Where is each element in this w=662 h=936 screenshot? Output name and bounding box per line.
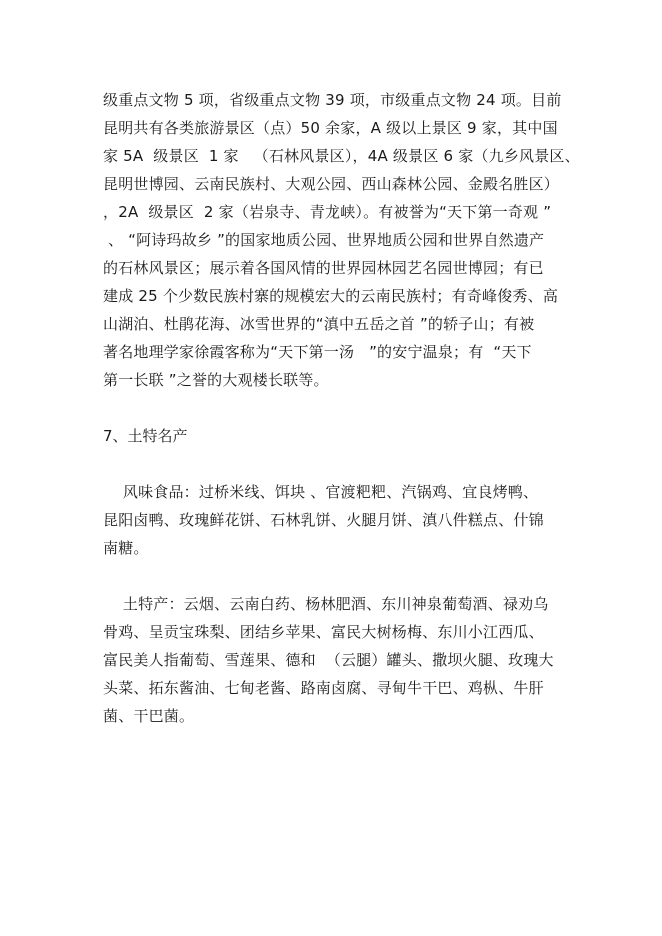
paragraph-line: 骨鸡、呈贡宝珠梨、团结乡苹果、富民大树杨梅、东川小江西瓜、 [103,623,544,641]
section-heading: 7、土特名产 [103,427,188,445]
paragraph-local-specialties [103,590,573,730]
paragraph-line: 头菜、拓东酱油、七甸老酱、路南卤腐、寻甸牛干巴、鸡枞、牛肝 [103,679,544,697]
paragraph-line: 昆明世博园、云南民族村、大观公园、西山森林公园、金殿名胜区） [103,175,560,193]
paragraph-line: 风味食品：过桥米线、饵块 、官渡粑粑、汽锅鸡、宜良烤鸭、 [103,483,539,501]
paragraph-line: 建成 25 个少数民族村寨的规模宏大的云南民族村；有奇峰俊秀、高 [103,287,559,305]
paragraph-line: 山湖泊、杜鹃花海、冰雪世界的“滇中五岳之首 ”的轿子山；有被 [103,315,535,333]
paragraph-line: 昆明共有各类旅游景区（点）50 余家，A 级以上景区 9 家，其中国 [103,119,558,137]
paragraph-line: 第一长联 ”之誉的大观楼长联等。 [103,371,329,389]
paragraph-line: 级重点文物 5 项，省级重点文物 39 项，市级重点文物 24 项。目前 [103,91,562,109]
spacer [103,562,573,590]
spacer [103,394,573,422]
paragraph-line: 的石林风景区；展示着各国风情的世界园林园艺名园世博园；有已 [103,259,544,277]
paragraph-tourism [103,86,580,394]
document-body [103,86,580,730]
paragraph-line: 著名地理学家徐霞客称为“天下第一汤 ”的安宁温泉；有 “天下 [103,343,532,361]
paragraph-line: 家 5A 级景区 1 家 （石林风景区），4A 级景区 6 家（九乡风景区、 [103,147,580,165]
paragraph-line: 富民美人指葡萄、雪莲果、德和 （云腿）罐头、撒坝火腿、玫瑰大 [103,651,554,669]
spacer [103,450,573,478]
paragraph-line: ，2A 级景区 2 家（岩泉寺、青龙峡）。有被誉为“天下第一奇观 ” [103,203,552,221]
paragraph-line: 昆阳卤鸭、玫瑰鲜花饼、石林乳饼、火腿月饼、滇八件糕点、什锦 [103,511,544,529]
paragraph-local-food [103,478,573,562]
paragraph-line: 南糖。 [103,539,149,557]
paragraph-line: 菌、干巴菌。 [103,707,195,725]
paragraph-line: 土特产：云烟、云南白药、杨林肥酒、东川神泉葡萄酒、禄劝乌 [103,595,549,613]
paragraph-line: 、 “阿诗玛故乡 ”的国家地质公园、世界地质公园和世界自然遗产 [103,231,545,249]
